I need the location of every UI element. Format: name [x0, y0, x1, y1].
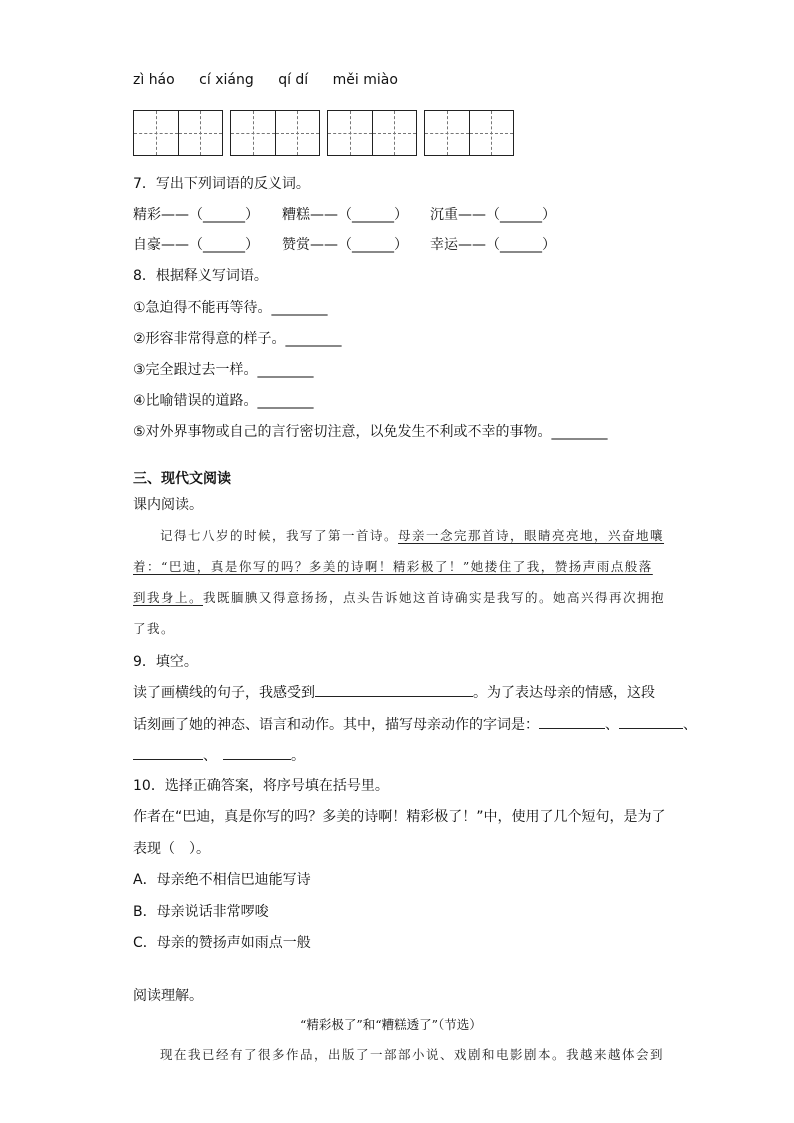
answer-blank[interactable]	[619, 714, 683, 729]
q9-title: 9．填空。	[133, 654, 198, 670]
q8-item-4: ④比喻错误的道路。________	[133, 393, 314, 409]
q8-title: 8．根据释义写词语。	[133, 268, 268, 284]
passage-line-4	[133, 619, 175, 637]
pinyin-1: zì háo	[133, 72, 175, 88]
q8-item-3: ③完全跟过去一样。________	[133, 362, 314, 378]
section-subheading: 课内阅读。	[133, 497, 203, 513]
passage-line-2	[133, 557, 653, 575]
q7-item: 幸运——（______）	[430, 237, 556, 253]
writing-grid	[133, 110, 523, 156]
q10-title: 10．选择正确答案，将序号填在括号里。	[133, 778, 389, 794]
q8-item-5: ⑤对外界事物或自己的言行密切注意，以免发生不利或不幸的事物。________	[133, 424, 608, 440]
q10-option-a[interactable]: A．母亲绝不相信巴迪能写诗	[133, 872, 311, 888]
passage-text: 记得七八岁的时候，我写了第一首诗。	[160, 528, 399, 543]
pinyin-2: cí xiáng	[199, 72, 254, 88]
passage-line-1	[160, 526, 664, 544]
passage-title: “精彩极了”和“糟糕透了”（节选）	[300, 1017, 482, 1032]
q8-item-1: ①急迫得不能再等待。________	[133, 300, 328, 316]
passage-text: 了我。	[133, 621, 176, 636]
answer-box-3[interactable]	[327, 110, 417, 156]
q9-line-2: 话刻画了她的神态、语言和动作。其中，描写母亲动作的字词是： 、 、	[133, 714, 697, 734]
section-heading: 三、现代文阅读	[133, 471, 231, 487]
answer-box-2[interactable]	[230, 110, 320, 156]
q10-option-c[interactable]: C．母亲的赞扬声如雨点一般	[133, 935, 311, 951]
pinyin-4: měi miào	[332, 72, 398, 88]
q10-stem-1: 作者在“巴迪，真是你写的吗？多美的诗啊！精彩极了！”中，使用了几个短句，是为了	[133, 809, 666, 825]
reading-label: 阅读理解。	[133, 988, 203, 1004]
q7-title: 7．写出下列词语的反义词。	[133, 176, 310, 192]
pinyin-3: qí dí	[278, 72, 309, 88]
underlined-text: 到我身上。	[133, 590, 204, 605]
q7-item: 赞赏——（______）	[282, 237, 408, 253]
q8-item-2: ②形容非常得意的样子。________	[133, 331, 342, 347]
answer-blank[interactable]	[133, 745, 203, 760]
q7-item: 自豪——（______）	[133, 237, 259, 253]
q7-item: 沉重——（______）	[430, 207, 556, 223]
passage-line-3	[133, 588, 665, 606]
answer-blank[interactable]	[315, 682, 473, 697]
q7-item: 精彩——（______）	[133, 207, 259, 223]
q9-line-3: 、 。	[133, 745, 305, 765]
underlined-text: 着：“巴迪，真是你写的吗？多美的诗啊！精彩极了！”她搂住了我，赞扬声雨点般落	[133, 559, 653, 574]
underlined-text: 母亲一念完那首诗，眼睛亮亮地，兴奋地嚷	[398, 528, 665, 543]
q9-line-1: 读了画横线的句子，我感受到 。为了表达母亲的情感，这段	[133, 682, 655, 702]
passage-line: 现在我已经有了很多作品，出版了一部部小说、戏剧和电影剧本。我越来越体会到	[160, 1047, 665, 1062]
q10-stem-2: 表现（ ）。	[133, 841, 210, 857]
q7-item: 糟糕——（______）	[282, 207, 408, 223]
q10-option-b[interactable]: B．母亲说话非常啰唆	[133, 904, 269, 920]
answer-blank[interactable]	[223, 745, 291, 760]
answer-blank[interactable]	[539, 714, 605, 729]
passage-text: 我既腼腆又得意扬扬，点头告诉她这首诗确实是我写的。她高兴得再次拥抱	[203, 590, 666, 605]
pinyin-row	[133, 72, 418, 88]
answer-box-1[interactable]	[133, 110, 223, 156]
answer-box-4[interactable]	[424, 110, 514, 156]
